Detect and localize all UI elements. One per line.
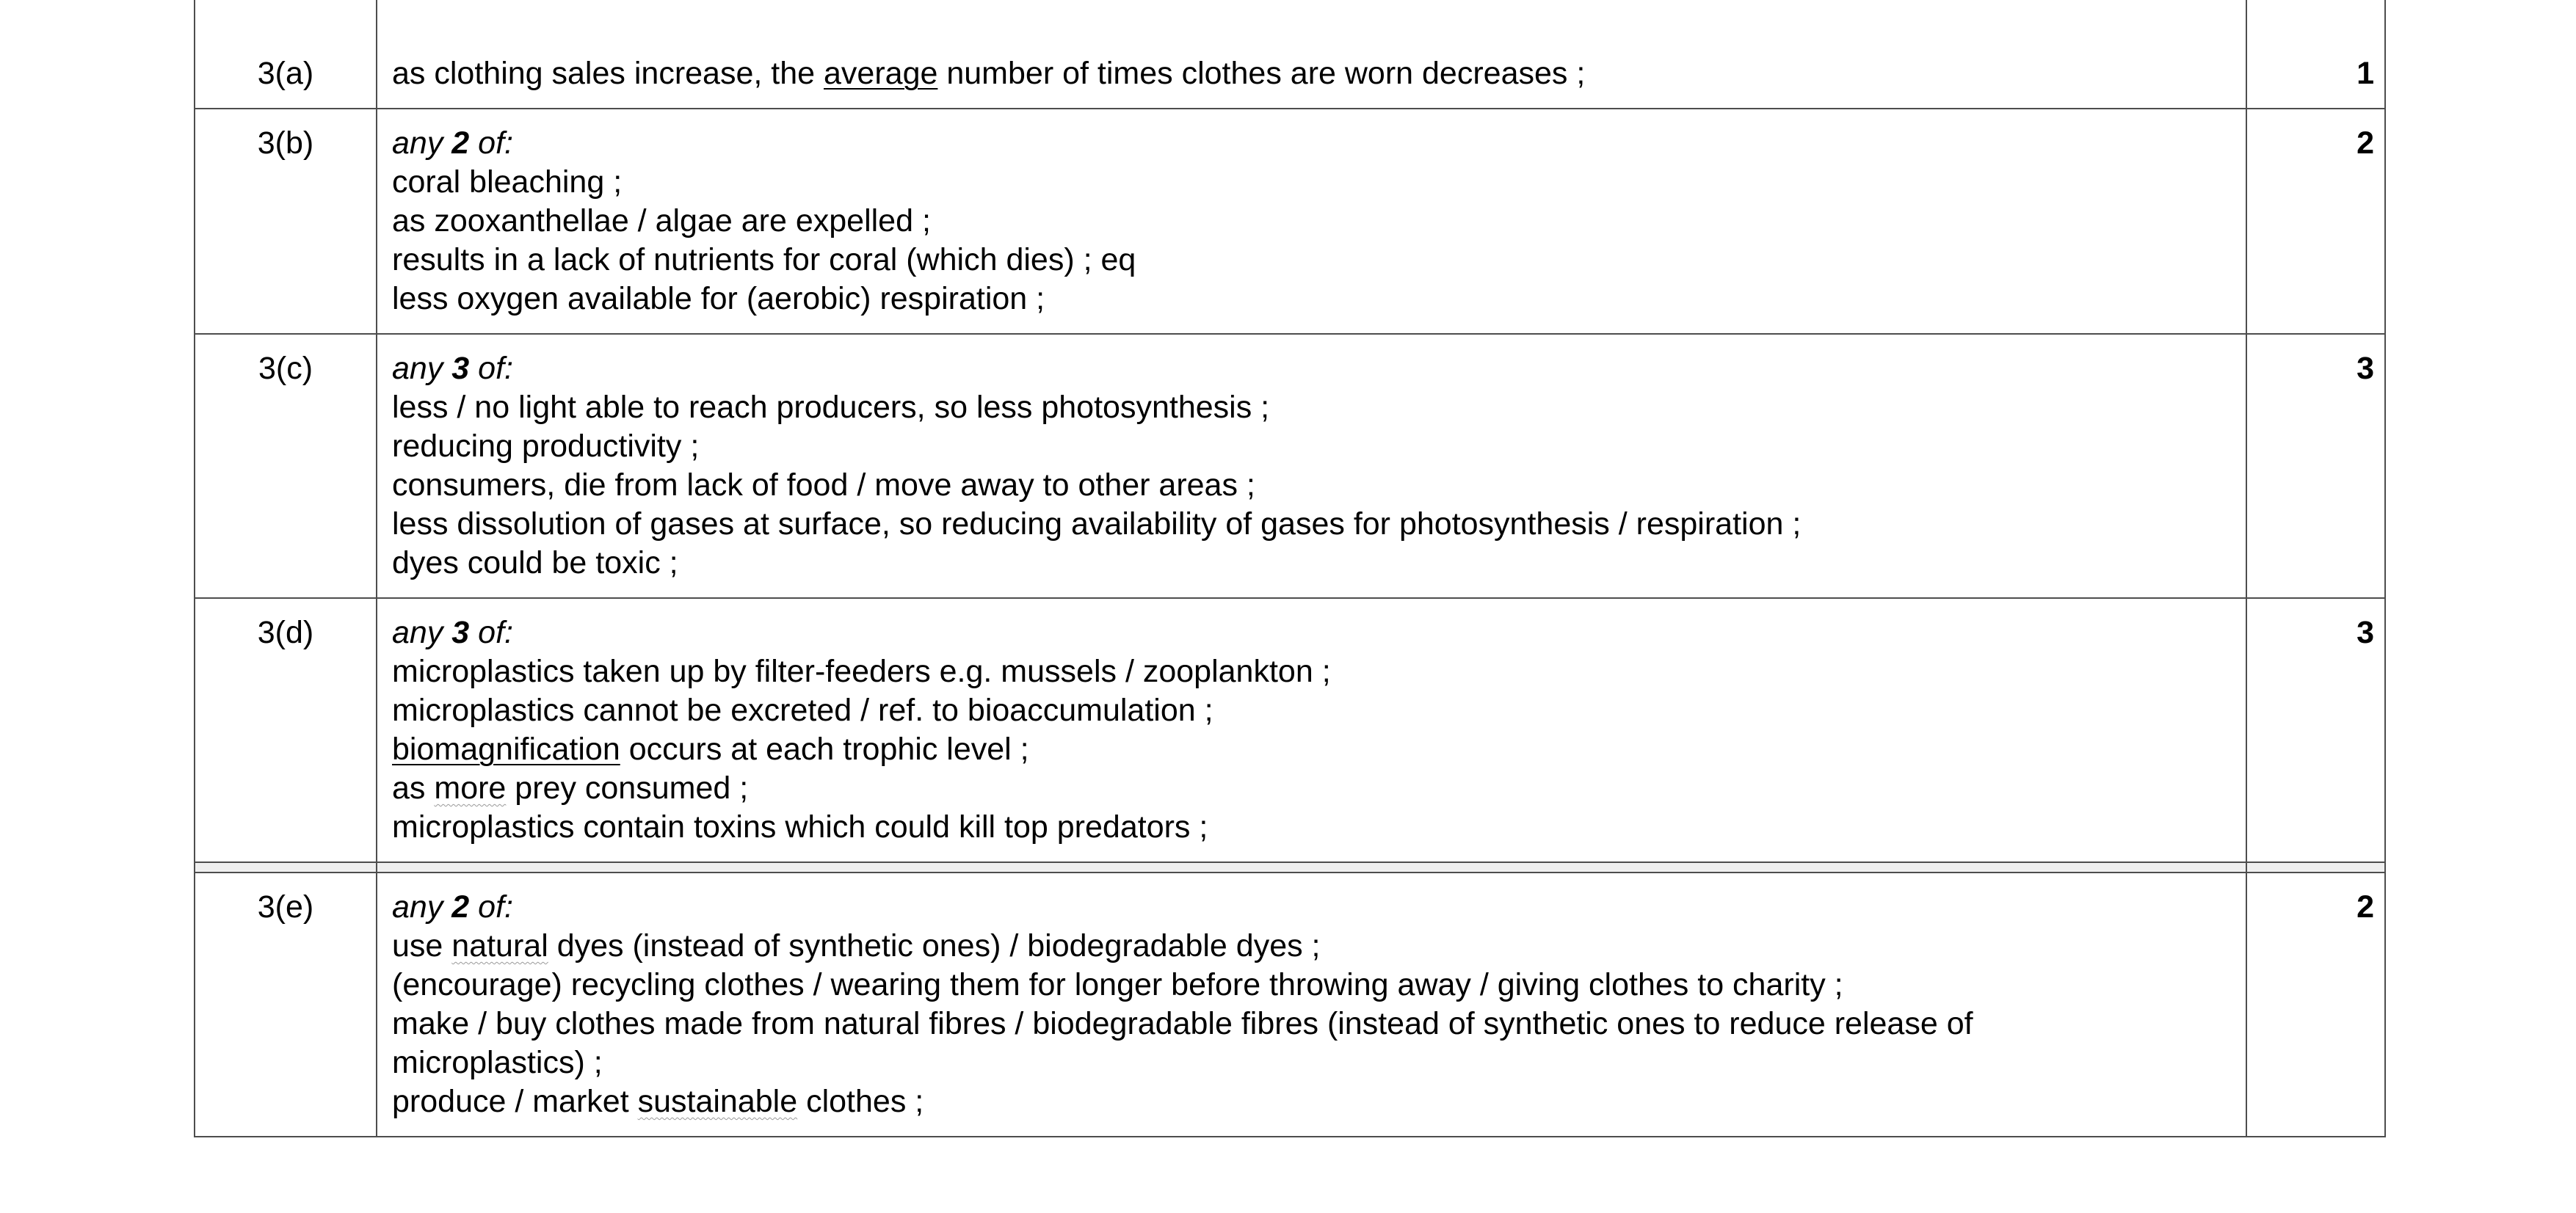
question-number: 3(d) [195, 598, 377, 862]
answer-line [392, 691, 2231, 730]
answer-line [392, 927, 2231, 966]
answer-line [392, 1005, 2231, 1043]
answer-text: as [392, 771, 435, 806]
answer-text: produce / market [392, 1084, 638, 1119]
answer-line [392, 1043, 2231, 1082]
table-row [195, 334, 2385, 598]
question-number: 3(e) [195, 873, 377, 1137]
table-row [195, 109, 2385, 334]
answer-text: results in a lack of nutrients for coral (which dies) ; eq [392, 242, 1136, 277]
underlined-keyword: average [824, 56, 938, 91]
answer-text: of: [469, 125, 513, 161]
answer-text: of: [469, 889, 513, 925]
table-row [195, 598, 2385, 862]
answer-text: as clothing sales increase, the [392, 56, 824, 91]
answer-text: any [392, 351, 452, 386]
answer-text: microplastics contain toxins which could kill top predators ; [392, 809, 1208, 845]
answer-line [392, 808, 2231, 847]
answer-cell [377, 0, 2246, 109]
divider-cell [377, 862, 2246, 873]
flagged-word: sustainable [637, 1084, 798, 1119]
answer-cell [377, 873, 2246, 1137]
answer-line [392, 966, 2231, 1005]
answer-text: (encourage) recycling clothes / wearing them for longer before throwing away / giving clothes to charity ; [392, 967, 1843, 1002]
answer-line [392, 202, 2231, 241]
answer-text: of: [469, 351, 513, 386]
marking-instruction [392, 613, 2231, 652]
table-row [195, 873, 2385, 1137]
marks-value: 1 [2246, 0, 2385, 109]
answer-text: less dissolution of gases at surface, so reducing availability of gases for photosynthesis / respiration ; [392, 506, 1802, 542]
answer-text: occurs at each trophic level ; [620, 732, 1029, 767]
answer-line [392, 241, 2231, 280]
answer-text: coral bleaching ; [392, 164, 623, 200]
mark-count: 2 [451, 889, 470, 925]
answer-text: use [392, 928, 452, 964]
mark-scheme-body [195, 0, 2385, 1137]
answer-line [392, 466, 2231, 505]
mark-count: 3 [451, 615, 470, 650]
page-break-divider [195, 862, 2385, 873]
answer-line [392, 730, 2231, 769]
answer-text: as zooxanthellae / algae are expelled ; [392, 203, 931, 238]
answer-line [392, 280, 2231, 318]
answer-text: of: [469, 615, 513, 650]
answer-line [392, 769, 2231, 808]
marking-instruction [392, 888, 2231, 927]
answer-line [392, 544, 2231, 583]
answer-text: any [392, 615, 452, 650]
mark-count: 3 [451, 351, 470, 386]
marking-instruction [392, 124, 2231, 163]
answer-cell [377, 109, 2246, 334]
answer-text: clothes ; [797, 1084, 924, 1119]
answer-text: microplastics) ; [392, 1045, 603, 1080]
mark-scheme-page [194, 0, 2384, 1137]
answer-line [392, 652, 2231, 691]
marks-value: 3 [2246, 598, 2385, 862]
answer-line [392, 54, 2231, 93]
answer-text: any [392, 125, 452, 161]
answer-text: less oxygen available for (aerobic) respiration ; [392, 281, 1045, 316]
divider-cell [2246, 862, 2385, 873]
answer-text: microplastics taken up by filter-feeders e.g. mussels / zooplankton ; [392, 654, 1331, 689]
flagged-word: more [434, 771, 507, 806]
answer-text: any [392, 889, 452, 925]
answer-text: dyes could be toxic ; [392, 545, 678, 580]
marking-instruction [392, 349, 2231, 388]
answer-text: dyes (instead of synthetic ones) / biodegradable dyes ; [548, 928, 1321, 964]
answer-text: microplastics cannot be excreted / ref. to bioaccumulation ; [392, 693, 1213, 728]
answer-text: less / no light able to reach producers, so less photosynthesis ; [392, 390, 1270, 425]
answer-line [392, 427, 2231, 466]
flagged-word: natural [451, 928, 548, 964]
marks-value: 3 [2246, 334, 2385, 598]
divider-cell [195, 862, 377, 873]
marks-value: 2 [2246, 873, 2385, 1137]
answer-line [392, 1082, 2231, 1121]
answer-text: make / buy clothes made from natural fibres / biodegradable fibres (instead of synthetic ones to reduce release of [392, 1006, 1973, 1041]
underlined-keyword: biomagnification [392, 732, 620, 767]
marks-value: 2 [2246, 109, 2385, 334]
answer-text: prey consumed ; [506, 771, 749, 806]
answer-line [392, 388, 2231, 427]
answer-cell [377, 598, 2246, 862]
table-row [195, 0, 2385, 109]
mark-scheme-table [194, 0, 2386, 1137]
question-number: 3(c) [195, 334, 377, 598]
answer-line [392, 163, 2231, 202]
answer-line [392, 505, 2231, 544]
question-number: 3(a) [195, 0, 377, 109]
answer-cell [377, 334, 2246, 598]
mark-count: 2 [451, 125, 470, 161]
answer-text: consumers, die from lack of food / move away to other areas ; [392, 467, 1255, 503]
answer-text: number of times clothes are worn decreases ; [937, 56, 1586, 91]
question-number: 3(b) [195, 109, 377, 334]
answer-text: reducing productivity ; [392, 429, 700, 464]
